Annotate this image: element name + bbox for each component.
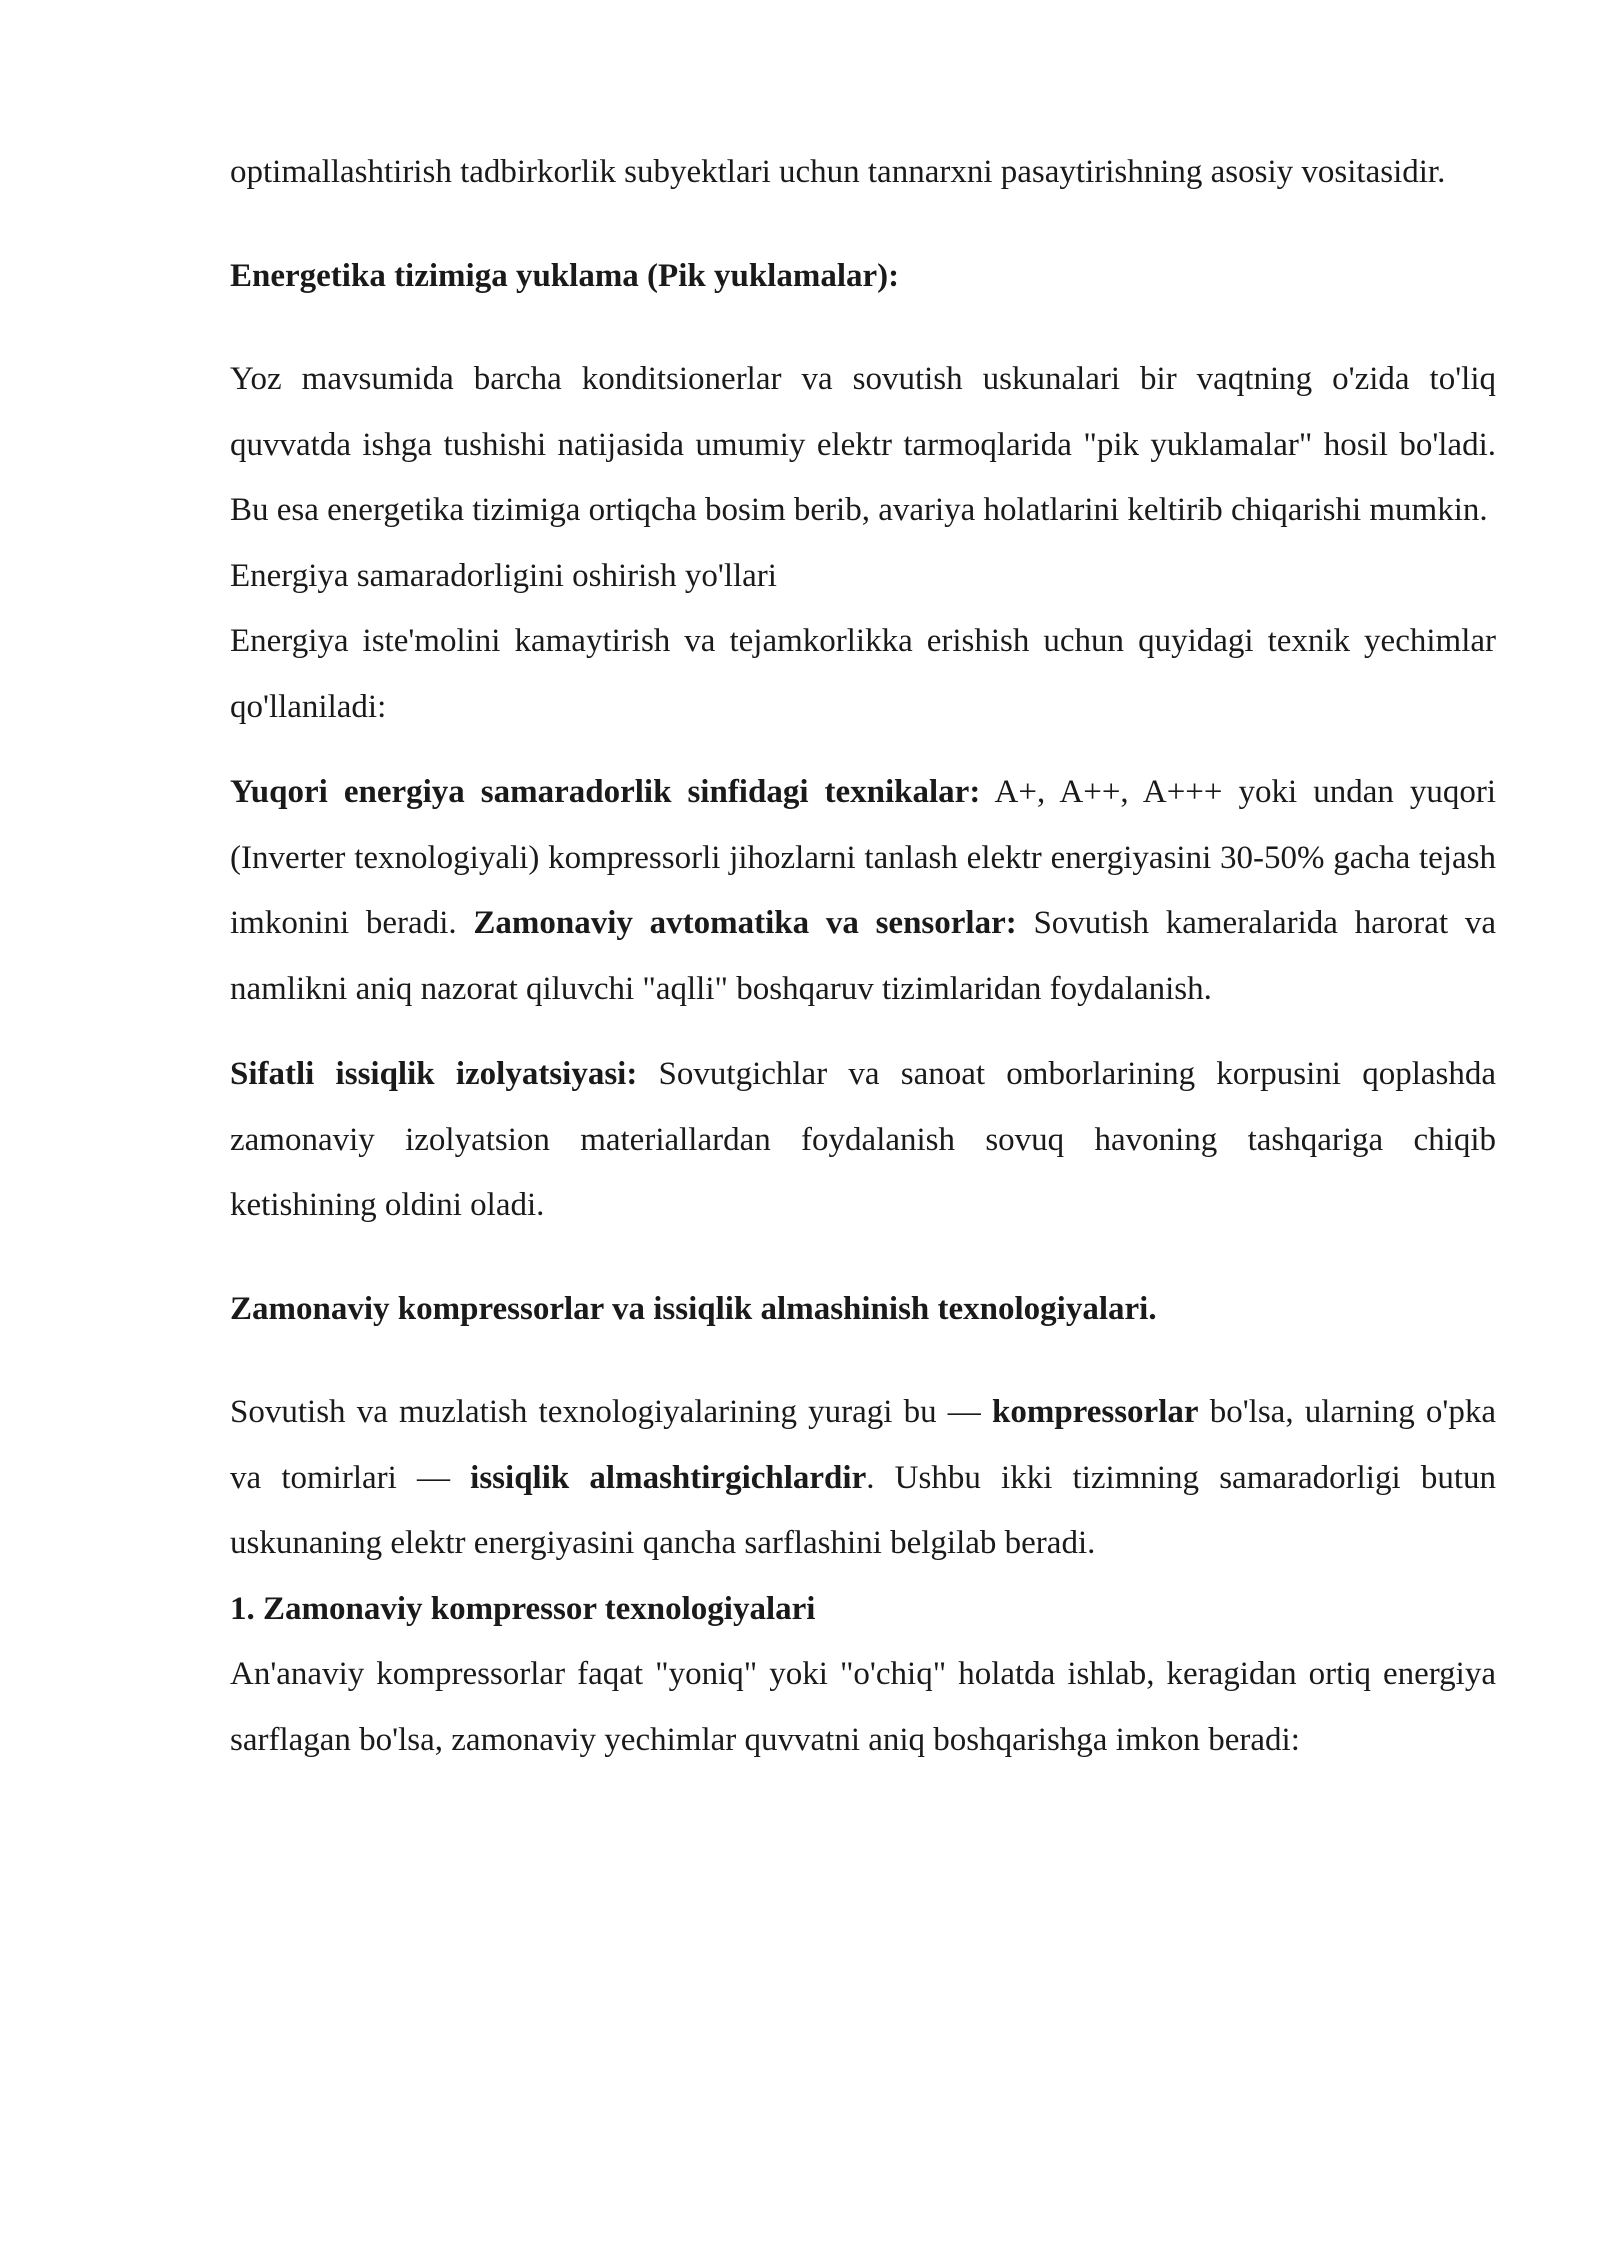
paragraph-intro-continuation: optimallashtirish tadbirkorlik subyektlari uchun tannarxni pasaytirishning asosiy vositasidir. [230,154,1446,190]
text-compressors-intro-3: . Ushbu ikki tizimning samaradorligi butun uskunaning elektr energiyasini qancha sarflashini belgilab beradi. [230,1459,1496,1561]
paragraph-insulation [230,1042,1496,1239]
heading-peak-loads: Energetika tizimiga yuklama (Pik yuklamalar): [230,257,900,294]
paragraph-efficiency-title: Energiya samaradorligini oshirish yo'llari [230,557,777,594]
paragraph-peak-loads: Yoz mavsumida barcha konditsionerlar va sovutish uskunalari bir vaqtning o'zida to'liq quvvatda ishga tushishi natijasida umumiy elektr tarmoqlarida "pik yuklamalar" hosil bo'ladi. Bu esa energetika tizimiga ortiqcha bosim berib, avariya holatlarini keltirib chiqarishi mumkin. [230,361,1496,528]
text-equipment-class: A+, A++, A+++ yoki undan yuqori (Inverter texnologiyali) kompressorli jihozlarni tanlash elektr energiyasini 30-50% gacha tejash imkonini beradi. [230,774,1496,941]
text-compressors-intro-1: Sovutish va muzlatish texnologiyalarining yuragi bu — [230,1394,992,1430]
text-compressors-intro-2: bo'lsa, ularning o'pka va tomirlari — [230,1394,1496,1496]
paragraph-efficient-equipment [230,760,1496,1022]
bold-term-automation: Zamonaviy avtomatika va sensorlar: [473,905,1017,941]
bold-term-equipment-class: Yuqori energiya samaradorlik sinfidagi texnikalar: [230,774,981,810]
paragraph-efficiency-intro: Energiya iste'molini kamaytirish va tejamkorlikka erishish uchun quyidagi texnik yechimlar qo'llaniladi: [230,623,1496,725]
text-automation: Sovutish kameralarida harorat va namlikni aniq nazorat qiluvchi "aqlli" boshqaruv tizimlaridan foydalanish. [230,905,1496,1007]
text-insulation: Sovutgichlar va sanoat omborlarining korpusini qoplashda zamonaviy izolyatsion materiallardan foydalanish sovuq havoning tashqariga chiqib ketishining oldini oladi. [230,1056,1496,1223]
heading-compressor-technologies: 1. Zamonaviy kompressor texnologiyalari [230,1590,816,1627]
paragraph-traditional-compressors: An'anaviy kompressorlar faqat "yoniq" yoki "o'chiq" holatda ishlab, keragidan ortiq energiya sarflagan bo'lsa, zamonaviy yechimlar quvvatni aniq boshqarishga imkon beradi: [230,1656,1496,1758]
bold-term-compressors: kompressorlar [991,1394,1199,1430]
bold-term-heat-exchangers: issiqlik almashtirgichlardir [470,1459,867,1496]
heading-compressors-heat-exchange: Zamonaviy kompressorlar va issiqlik almashinish texnologiyalari. [230,1290,1157,1327]
bold-term-insulation: Sifatli issiqlik izolyatsiyasi: [230,1056,638,1092]
paragraph-compressors-intro [230,1380,1496,1577]
document-page [230,140,1496,1773]
